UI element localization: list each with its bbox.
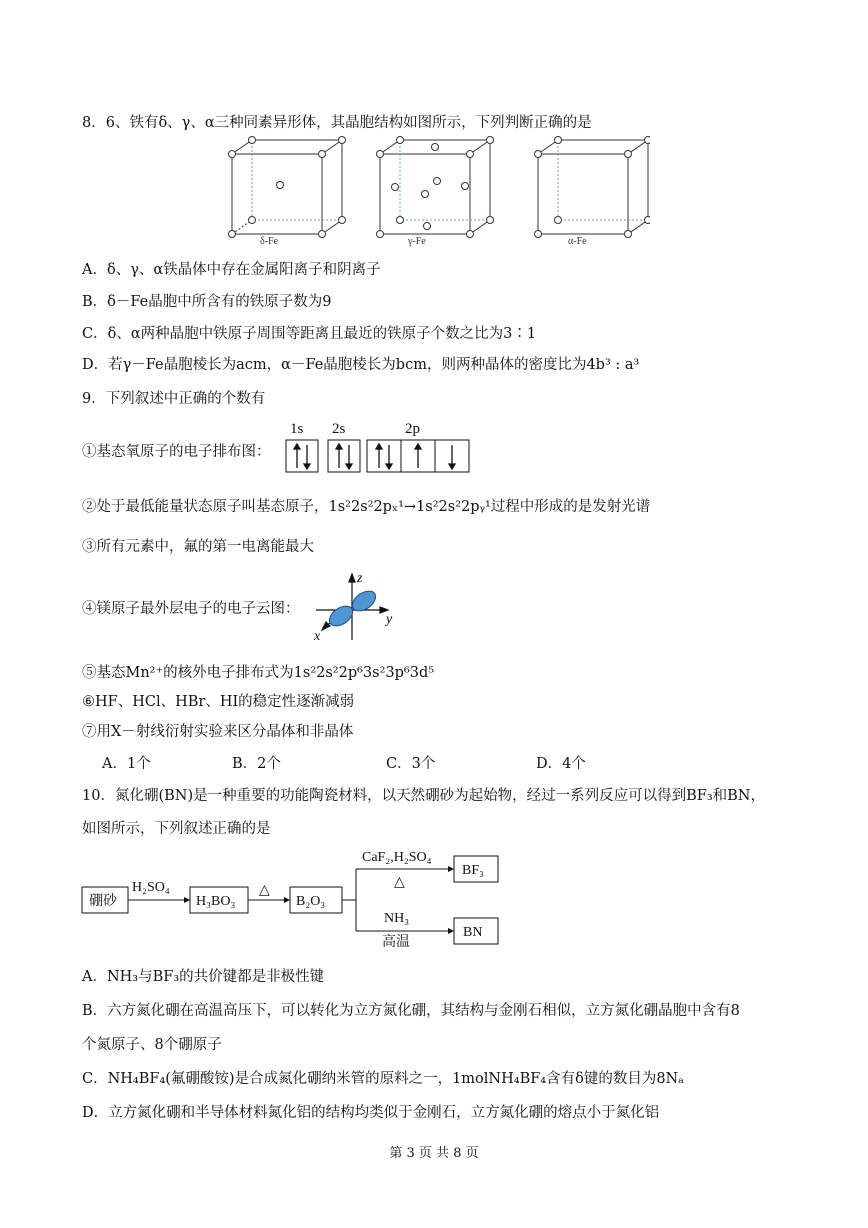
page-footer: 第 3 页 共 8 页 bbox=[389, 1146, 479, 1161]
svg-text:△: △ bbox=[394, 875, 405, 890]
q9-item3: ③所有元素中，氟的第一电离能最大 bbox=[82, 539, 314, 555]
svg-text:BF₃: BF₃ bbox=[462, 863, 485, 878]
electron-cloud-figure bbox=[308, 568, 408, 644]
svg-text:y: y bbox=[386, 612, 393, 627]
svg-text:2s: 2s bbox=[332, 421, 346, 437]
q8-option-a: A．δ、γ、α铁晶体中存在金属阳离子和阴离子 bbox=[82, 262, 381, 278]
svg-text:△: △ bbox=[259, 883, 270, 898]
gamma-fe-cell bbox=[377, 137, 494, 238]
q9-item5: ⑤基态Mn²⁺的核外电子排布式为1s²2s²2p⁶3s²3p⁶3d⁵ bbox=[82, 665, 435, 681]
delta-fe-cell bbox=[229, 137, 346, 238]
svg-text:NH₃: NH₃ bbox=[384, 911, 410, 926]
svg-text:硼砂: 硼砂 bbox=[89, 894, 117, 909]
q9-item7: ⑦用X－射线衍射实验来区分晶体和非晶体 bbox=[82, 724, 354, 740]
svg-text:B₂O₃: B₂O₃ bbox=[296, 894, 326, 909]
oxygen-orbital-diagram bbox=[285, 418, 475, 476]
q10-stem-line2: 如图所示，下列叙述正确的是 bbox=[82, 821, 271, 837]
delta-fe-label: δ-Fe bbox=[260, 236, 279, 247]
svg-text:2p: 2p bbox=[405, 421, 420, 437]
q10-option-b-line1: B．六方氮化硼在高温高压下，可以转化为立方氮化硼，其结构与金刚石相似，立方氮化硼晶胞中含有8 bbox=[82, 1003, 740, 1019]
gamma-fe-label: γ-Fe bbox=[408, 236, 426, 247]
svg-text:高温: 高温 bbox=[382, 935, 410, 950]
q9-item4-label: ④镁原子最外层电子的电子云图： bbox=[82, 601, 300, 617]
alpha-fe-cell bbox=[535, 137, 651, 238]
q9-option-a: A．1个 bbox=[102, 756, 151, 772]
q8-option-d: D．若γ－Fe晶胞棱长为acm，α－Fe晶胞棱长为bcm，则两种晶体的密度比为4b³ : a³ bbox=[82, 357, 640, 373]
q10-stem-line1: 10．氮化硼(BN)是一种重要的功能陶瓷材料，以天然硼砂为起始物，经过一系列反应可以得到BF₃和BN， bbox=[82, 788, 765, 804]
boron-nitride-flowchart bbox=[80, 842, 520, 952]
q9-option-b: B．2个 bbox=[232, 756, 281, 772]
q9-option-c: C．3个 bbox=[386, 756, 436, 772]
svg-text:z: z bbox=[357, 571, 363, 586]
svg-text:BN: BN bbox=[463, 925, 483, 940]
q9-option-d: D．4个 bbox=[536, 756, 586, 772]
svg-text:H₂SO₄: H₂SO₄ bbox=[132, 880, 170, 895]
alpha-fe-label: α-Fe bbox=[568, 236, 587, 247]
q10-option-b-line2: 个氮原子、8个硼原子 bbox=[82, 1037, 222, 1053]
q9-item6: ⑥HF、HCl、HBr、HI的稳定性逐渐减弱 bbox=[82, 694, 355, 710]
q10-option-d: D．立方氮化硼和半导体材料氮化铝的结构均类似于金刚石，立方氮化硼的熔点小于氮化铝 bbox=[82, 1105, 660, 1121]
q8-stem: 8．6、铁有δ、γ、α三种同素异形体，其晶胞结构如图所示，下列判断正确的是 bbox=[82, 115, 592, 131]
svg-text:1s: 1s bbox=[290, 421, 304, 437]
q8-option-b: B．δ－Fe晶胞中所含有的铁原子数为9 bbox=[82, 294, 332, 310]
q9-item1-label: ①基态氧原子的电子排布图： bbox=[82, 444, 271, 460]
q9-item2: ②处于最低能量状态原子叫基态原子，1s²2s²2pₓ¹→1s²2s²2pᵧ¹过程中形成的是发射光谱 bbox=[82, 499, 651, 515]
svg-text:CaF₂,H₂SO₄: CaF₂,H₂SO₄ bbox=[362, 850, 432, 865]
svg-text:H₃BO₃: H₃BO₃ bbox=[196, 894, 236, 909]
q8-option-c: C．δ、α两种晶胞中铁原子周围等距离且最近的铁原子个数之比为3∶1 bbox=[82, 326, 537, 342]
q9-stem: 9．下列叙述中正确的个数有 bbox=[82, 391, 266, 407]
svg-text:x: x bbox=[314, 629, 321, 644]
q10-option-c: C．NH₄BF₄(氟硼酸铵)是合成氮化硼纳米管的原料之一，1molNH₄BF₄含有δ键的数目为8Nₐ bbox=[82, 1071, 684, 1087]
iron-unit-cells-figure bbox=[220, 134, 650, 252]
q10-option-a: A．NH₃与BF₃的共价键都是非极性键 bbox=[82, 969, 325, 985]
